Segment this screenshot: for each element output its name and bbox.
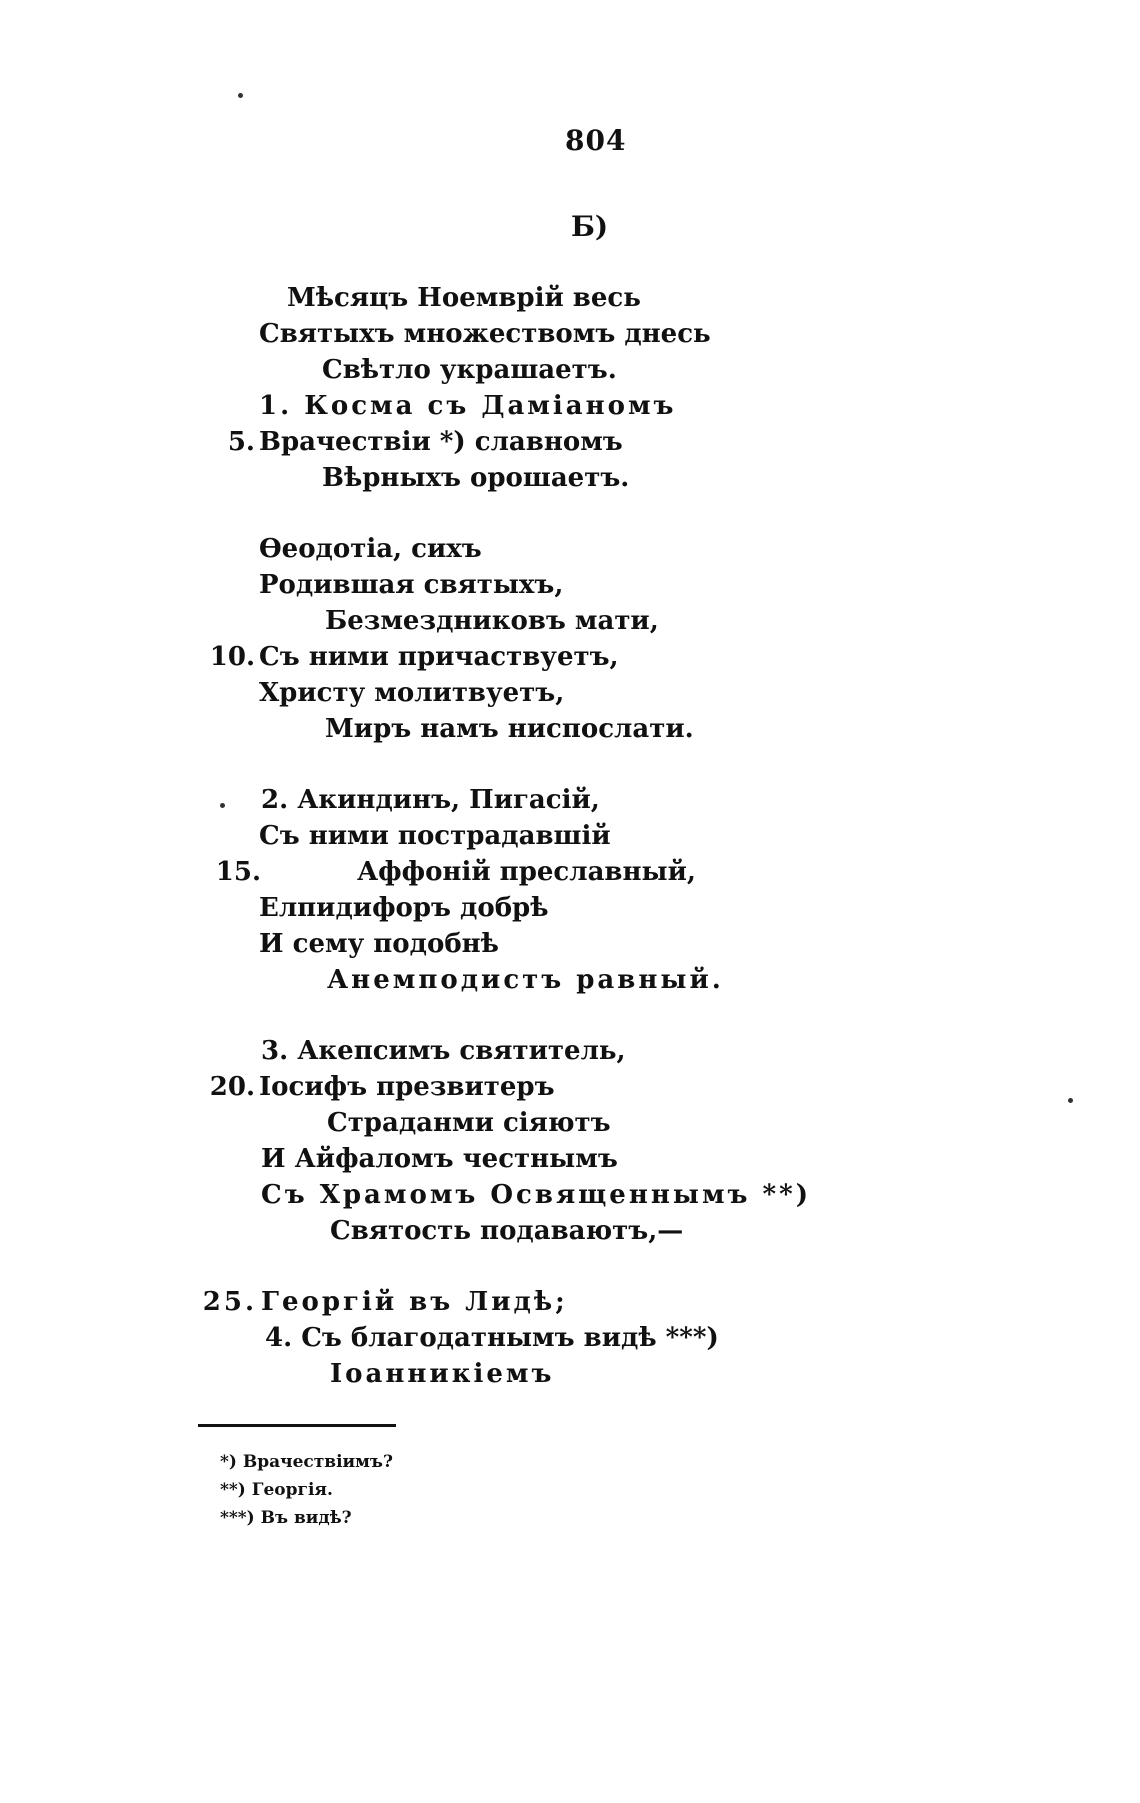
poem-line: 2. Акиндинъ, Пигасій,	[261, 785, 600, 815]
footnote-divider	[198, 1424, 396, 1427]
poem-line: 4. Съ благодатнымъ видѣ ***)	[265, 1323, 719, 1353]
poem-line: Вѣрныхъ орошаетъ.	[322, 463, 630, 493]
footnote: ***) Въ видѣ?	[220, 1508, 352, 1528]
poem-line: Христу молитвуетъ,	[259, 678, 565, 708]
poem-line: Святыхъ множествомъ днесь	[259, 319, 711, 349]
poem-line: Елпидифоръ добрѣ	[259, 893, 549, 923]
line-number: 15.	[215, 857, 261, 887]
poem-line: И сему подобнѣ	[259, 929, 499, 959]
line-number: 10.	[209, 642, 255, 672]
poem-line: 25. Георгій въ Лидѣ;	[202, 1287, 568, 1317]
line-number: 5.	[227, 427, 255, 457]
poem-line: Святость подаваютъ,—	[330, 1216, 684, 1246]
stray-mark	[238, 93, 243, 98]
poem-line: 5. Врачествіи *) славномъ	[227, 427, 623, 457]
poem-line: 3. Акепсимъ святитель,	[261, 1036, 626, 1066]
footnote: **) Георгія.	[220, 1480, 333, 1500]
poem-line: Безмездниковъ мати,	[325, 606, 659, 636]
poem-line: 15. Аффоній преславный,	[215, 857, 696, 887]
section-label: Б)	[571, 210, 609, 243]
footnote: *) Врачествіимъ?	[220, 1452, 393, 1472]
poem-line: 1. Косма съ Даміаномъ	[259, 391, 677, 421]
poem-line: Мѣсяцъ Ноемврій весь	[287, 283, 641, 313]
poem-line: Іоанникіемъ	[330, 1359, 555, 1389]
page-number: 804	[565, 124, 627, 157]
stray-mark	[1068, 1098, 1073, 1103]
poem-line: 20. Іосифъ презвитеръ	[209, 1072, 555, 1102]
line-number: 20.	[209, 1072, 255, 1102]
poem-line: Съ ними пострадавшій	[259, 821, 611, 851]
poem-line: Миръ намъ ниспослати.	[325, 714, 694, 744]
poem-line: Страданми сіяютъ	[327, 1108, 611, 1138]
poem-line: Ѳеодотіа, сихъ	[259, 534, 482, 564]
line-number: 25.	[202, 1287, 257, 1317]
poem-line: Свѣтло украшаетъ.	[322, 355, 617, 385]
poem-line: 10. Съ ними причаствуетъ,	[209, 642, 619, 672]
poem-line: Съ Храмомъ Освященнымъ **)	[261, 1180, 812, 1210]
poem-line: Родившая святыхъ,	[259, 570, 564, 600]
poem-line: И Айфаломъ честнымъ	[261, 1144, 618, 1174]
poem-line: Анемподистъ равный.	[327, 965, 724, 995]
stray-mark	[220, 803, 225, 808]
